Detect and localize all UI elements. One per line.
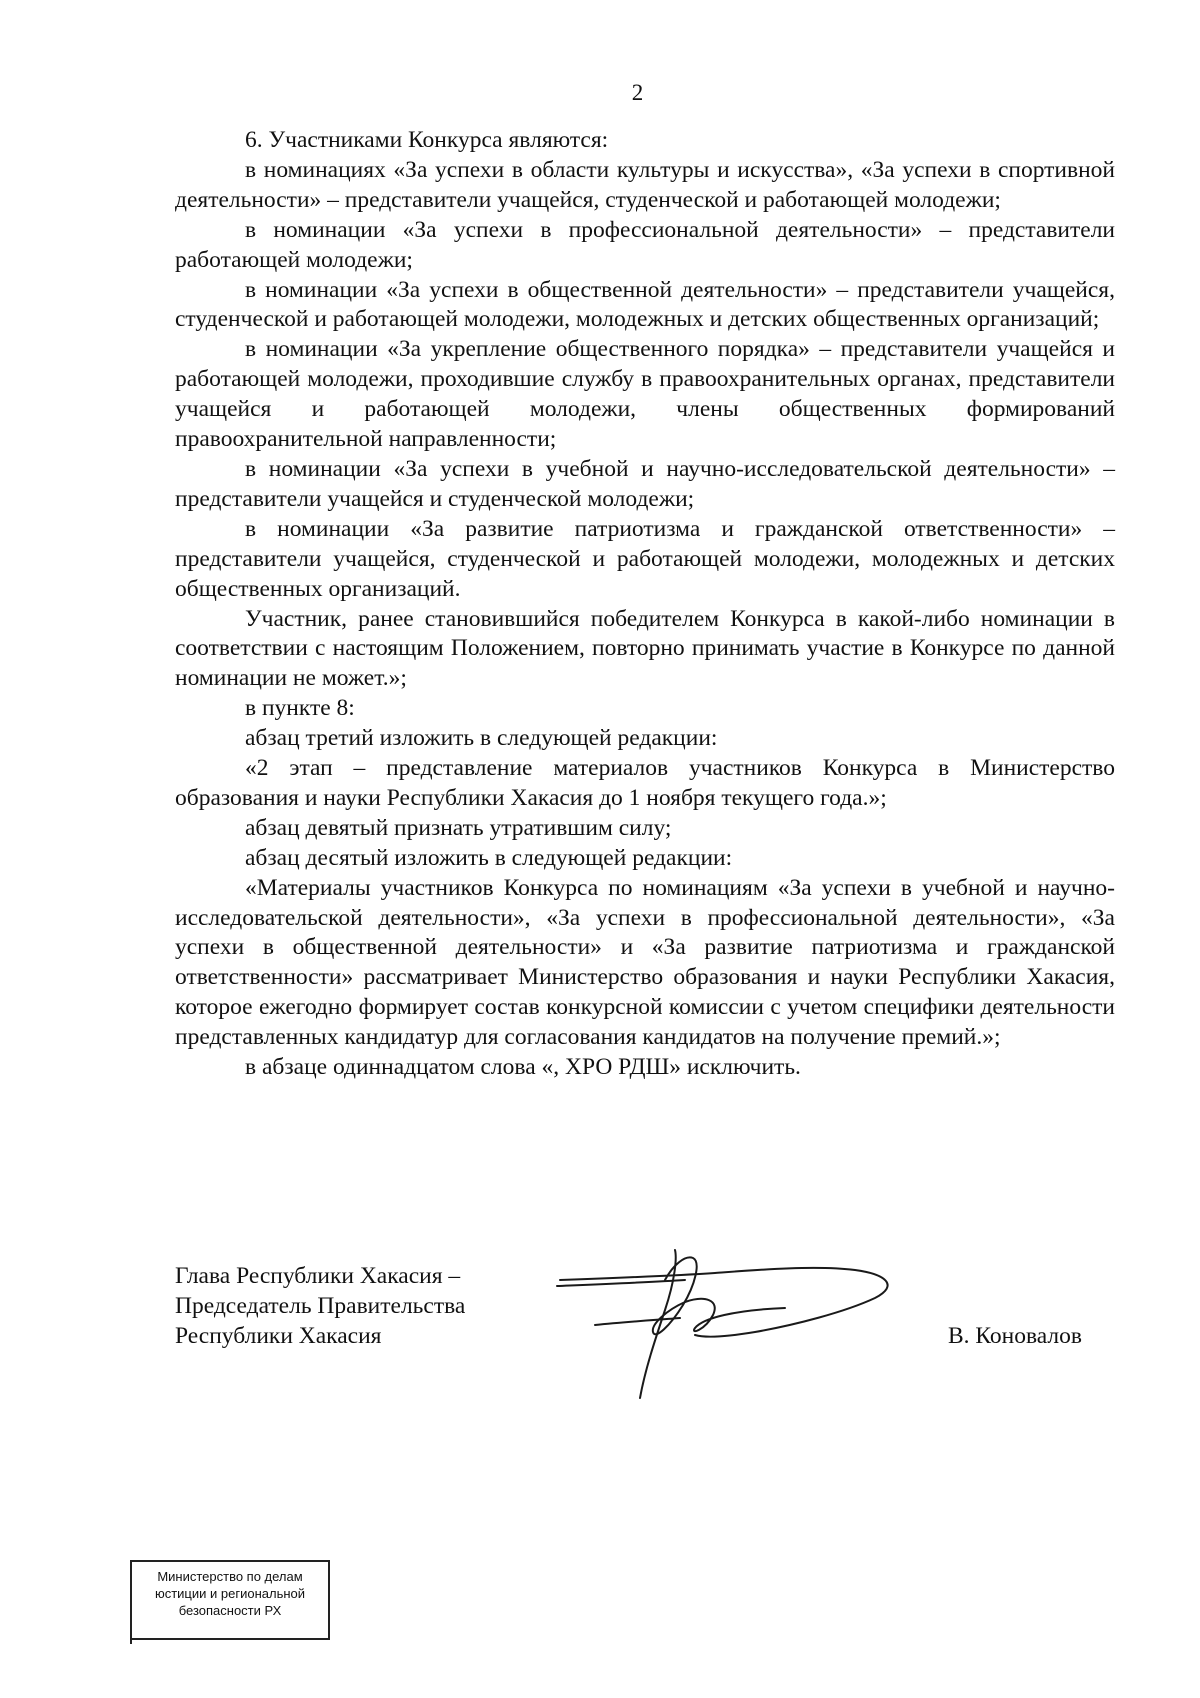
signatory-title-line: Глава Республики Хакасия – [175, 1263, 461, 1289]
handwritten-signature [555, 1240, 925, 1400]
paragraph: в номинации «За развитие патриотизма и гражданской ответственности» – представители учащейся, студенческой и работающей молодежи, молодежных и детских общественных организаций. [175, 515, 1115, 602]
paragraph: 6. Участниками Конкурса являются: [245, 127, 609, 153]
paragraph: абзац третий изложить в следующей редакции: [245, 725, 718, 752]
stamp-line: юстиции и региональной [154, 1586, 306, 1601]
paragraph: в номинации «За успехи в учебной и научно-исследовательской деятельности» – представители учащейся и студенческой молодежи; [175, 455, 1115, 512]
page-number: 2 [631, 80, 644, 105]
paragraph: абзац девятый признать утратившим силу; [245, 814, 672, 841]
document-body [175, 126, 1115, 1083]
paragraph: в номинации «За успехи в общественной деятельности» – представители учащейся, студенческой и работающей молодежи, молодежных и детских общественных организаций; [175, 276, 1115, 333]
signatory-title [175, 1262, 465, 1352]
signatory-title-line: Председатель Правительства [175, 1292, 466, 1319]
registration-stamp [130, 1560, 330, 1640]
paragraph: в пункте 8: [245, 695, 355, 722]
stamp-line: Министерство по делам [157, 1569, 303, 1584]
paragraph: «Материалы участников Конкурса по номинациям «За успехи в учебной и научно-исследовательской деятельности», «За успехи в профессиональной деятельности», «За успехи в общественной деятельности» и «За развитие патриотизма и гражданской ответственности» рассматривает Министерство образования и науки Республики Хакасия, которое ежегодно формирует состав конкурсной комиссии с учетом специфики деятельности представленных кандидатур для согласования кандидатов на получение премий.»; [175, 874, 1115, 1051]
signer-name: В. Коновалов [948, 1323, 1083, 1349]
paragraph: в абзаце одиннадцатом слова «, ХРО РДШ» исключить. [245, 1054, 801, 1081]
paragraph: в номинации «За успехи в профессиональной деятельности» – представители работающей молодежи; [175, 216, 1115, 273]
paragraph: Участник, ранее становившийся победителем Конкурса в какой-либо номинации в соответствии с настоящим Положением, повторно принимать участие в Конкурсе по данной номинации не может.»; [175, 605, 1115, 692]
signatory-title-line: Республики Хакасия [175, 1322, 382, 1349]
paragraph: в номинациях «За успехи в области культуры и искусства», «За успехи в спортивной деятельности» – представители учащейся, студенческой и работающей молодежи; [175, 156, 1115, 213]
stamp-line: безопасности РХ [178, 1603, 282, 1618]
paragraph: «2 этап – представление материалов участников Конкурса в Министерство образования и науки Республики Хакасия до 1 ноября текущего года.»; [175, 755, 1115, 811]
paragraph: абзац десятый изложить в следующей редакции: [245, 844, 733, 871]
paragraph: в номинации «За укрепление общественного порядка» – представители учащейся и работающей молодежи, проходившие службу в правоохранительных органах, представители учащейся и работающей молодежи, члены общественных формирований правоохранительной направленности; [175, 336, 1115, 453]
